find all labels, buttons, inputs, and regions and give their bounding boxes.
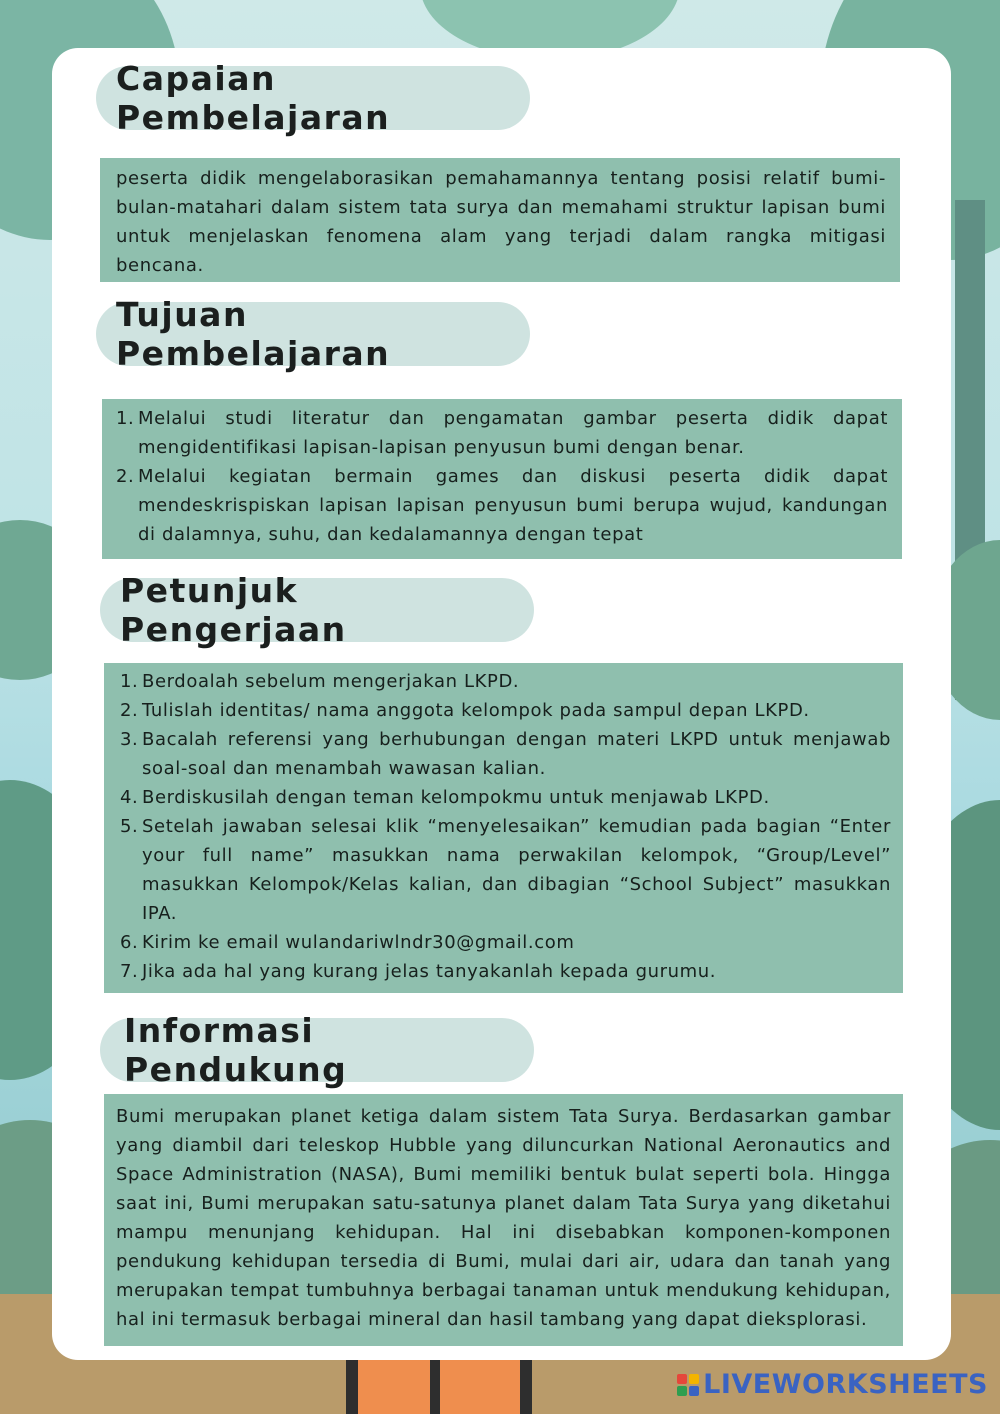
informasi-body <box>104 1094 903 1346</box>
board-stand-post <box>430 1360 440 1414</box>
list-item: 6. Kirim ke email wulandariwlndr30@gmail.com <box>120 932 575 953</box>
section-title-tujuan: Tujuan Pembelajaran <box>96 302 530 366</box>
tujuan-body <box>102 399 902 559</box>
list-item: 2. Melalui kegiatan bermain games dan diskusi peserta didik dapat mendeskrispiskan lapisan lapisan penyusun bumi berupa wujud, kandungan di dalamnya, suhu, dan kedalamannya dengan tepat <box>116 466 888 545</box>
list-item: 7. Jika ada hal yang kurang jelas tanyakanlah kepada gurumu. <box>120 961 717 982</box>
watermark-text: LIVEWORKSHEETS <box>703 1369 988 1400</box>
list-item: 2. Tulislah identitas/ nama anggota kelompok pada sampul depan LKPD. <box>120 700 810 721</box>
petunjuk-body <box>104 663 903 993</box>
section-title-petunjuk: Petunjuk Pengerjaan <box>100 578 534 642</box>
list-item: 5. Setelah jawaban selesai klik “menyelesaikan” kemudian pada bagian “Enter your full name” masukkan nama perwakilan kelompok, “Group/Level” masukkan Kelompok/Kelas kalian, dan dibagian “School Subject” masukkan IPA. <box>120 816 891 924</box>
liveworksheets-watermark <box>677 1369 988 1400</box>
list-item: 1. Berdoalah sebelum mengerjakan LKPD. <box>120 671 520 692</box>
board-stand <box>346 1360 532 1414</box>
list-item: 1. Melalui studi literatur dan pengamatan gambar peserta didik dapat mengidentifikasi lapisan-lapisan penyusun bumi dengan benar. <box>116 408 888 458</box>
informasi-text: Bumi merupakan planet ketiga dalam sistem Tata Surya. Berdasarkan gambar yang diambil dari teleskop Hubble yang diluncurkan National Aeronautics and Space Administration (NASA), Bumi memiliki bentuk bulat seperti bola. Hingga saat ini, Bumi merupakan satu-satunya planet dalam Tata Surya yang diketahui mampu menunjang kehidupan. Hal ini disebabkan komponen-komponen pendukung kehidupan tersedia di Bumi, mulai dari air, udara dan tanah yang merupakan tempat tumbuhnya berbagai tanaman untuk mendukung kehidupan, hal ini termasuk berbagai mineral dan hasil tambang yang dapat dieksplorasi. <box>116 1106 891 1330</box>
capaian-body <box>100 158 900 282</box>
section-title-capaian: Capaian Pembelajaran <box>96 66 530 130</box>
list-item: 4. Berdiskusilah dengan teman kelompokmu untuk menjawab LKPD. <box>120 787 770 808</box>
list-item: 3. Bacalah referensi yang berhubungan dengan materi LKPD untuk menjawab soal-soal dan menambah wawasan kalian. <box>120 729 891 779</box>
tujuan-list <box>116 404 888 549</box>
liveworksheets-logo-icon <box>677 1374 699 1396</box>
petunjuk-list <box>120 667 891 986</box>
section-title-informasi: Informasi Pendukung <box>100 1018 534 1082</box>
capaian-text: peserta didik mengelaborasikan pemahamannya tentang posisi relatif bumi-bulan-matahari dalam sistem tata surya dan memahami struktur lapisan bumi untuk menjelaskan fenomena alam yang terjadi dalam rangka mitigasi bencana. <box>116 168 886 276</box>
